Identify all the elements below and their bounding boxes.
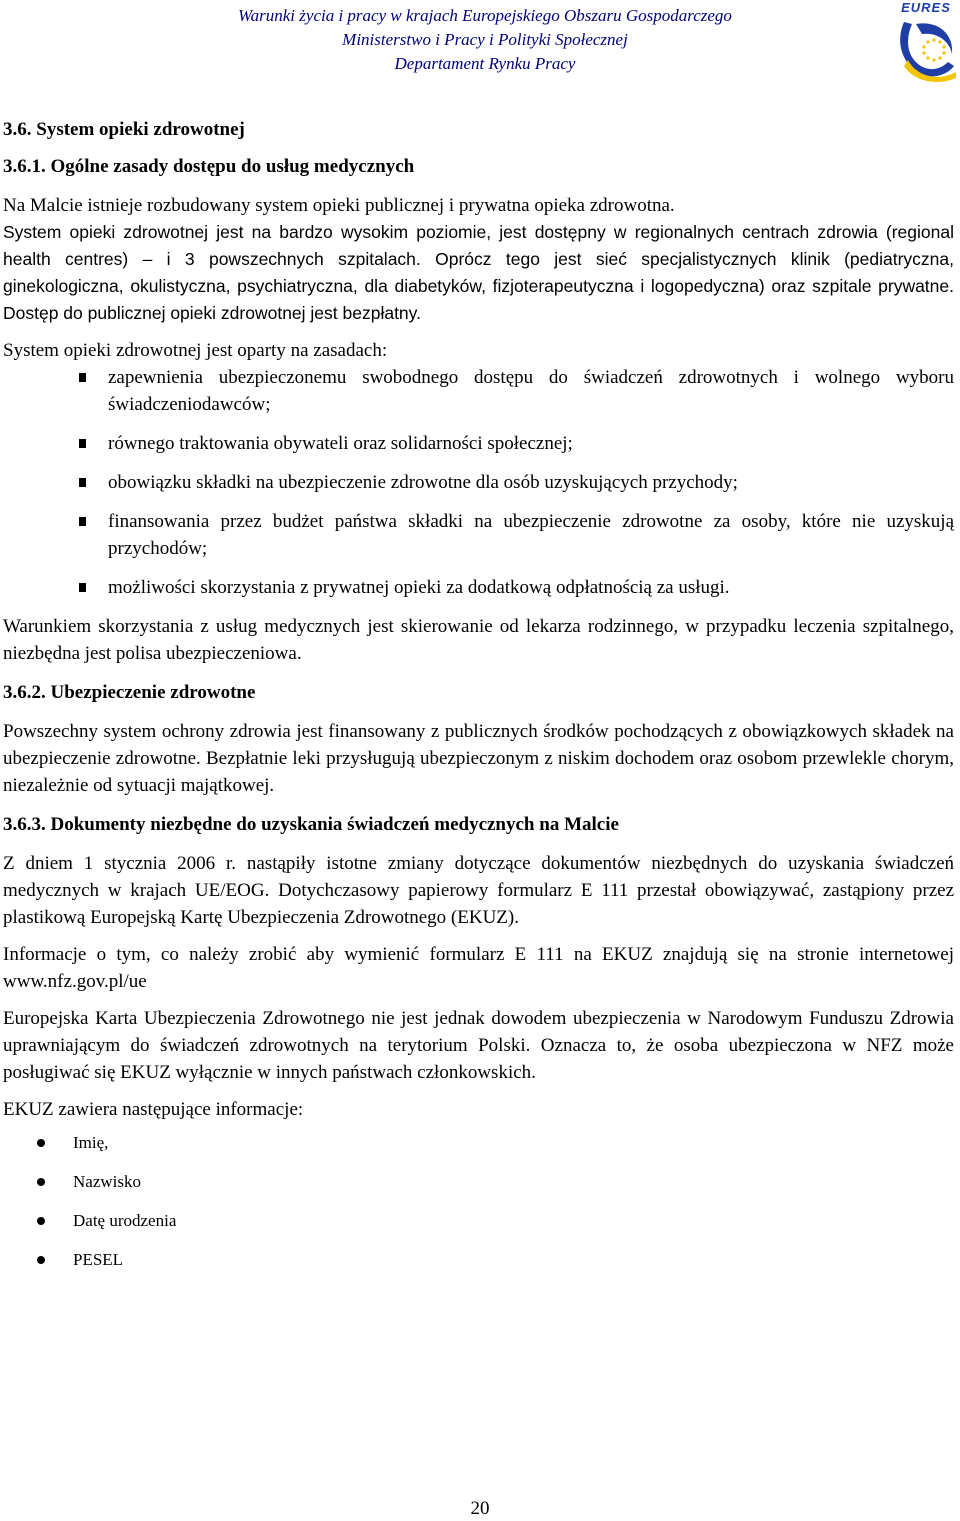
list-item: zapewnienia ubezpieczonemu swobodnego dostępu do świadczeń zdrowotnych i wolnego wyboru świadczeniodawców;	[3, 364, 954, 418]
header-line-3: Departament Rynku Pracy	[394, 54, 576, 73]
header-line-2: Ministerstwo i Pracy i Polityki Społecznej	[342, 30, 628, 49]
section-heading-3-6: 3.6. System opieki zdrowotnej	[3, 119, 245, 140]
list-item: Imię,	[3, 1123, 954, 1162]
list-item: finansowania przez budżet państwa składki na ubezpieczenie zdrowotne za osoby, które nie uzyskują przychodów;	[3, 508, 954, 562]
list-item: PESEL	[3, 1240, 954, 1279]
round-bullet-icon	[37, 1139, 45, 1147]
list-item: równego traktowania obywateli oraz solidarności społecznej;	[3, 430, 954, 457]
header-line-1: Warunki życia i pracy w krajach Europejskiego Obszaru Gospodarczego	[238, 6, 732, 25]
paragraph-ekuz-contents: EKUZ zawiera następujące informacje:	[3, 1099, 304, 1120]
paragraph-documents: Z dniem 1 stycznia 2006 r. nastąpiły istotne zmiany dotyczące dokumentów niezbędnych do uzyskania świadczeń medycznych w krajach UE/EOG. Dotychczasowy papierowy formularz E 111 przestał obowiązywać, zastąpiony przez plastikową Europejską Kartę Ubezpieczenia Zdrowotnego (EKUZ).	[3, 853, 954, 928]
page-header	[0, 0, 960, 80]
principles-list	[3, 364, 954, 601]
square-bullet-icon	[79, 517, 86, 526]
section-heading-3-6-1: 3.6.1. Ogólne zasady dostępu do usług medycznych	[3, 156, 415, 177]
paragraph-intro-a: Na Malcie istnieje rozbudowany system opieki publicznej i prywatna opieka zdrowotna.	[3, 195, 675, 216]
paragraph-ekuz-validity: Europejska Karta Ubezpieczenia Zdrowotnego nie jest jednak dowodem ubezpieczenia w Narodowym Funduszu Zdrowia uprawniającym do świadczeń zdrowotnych na terytorium Polski. Oznacza to, że osoba ubezpieczona w NFZ może posługiwać się EKUZ wyłącznie w innych państwach członkowskich.	[3, 1008, 954, 1083]
list-item: Nazwisko	[3, 1162, 954, 1201]
list-item: możliwości skorzystania z prywatnej opieki za dodatkową odpłatnością za usługi.	[3, 574, 954, 601]
section-heading-3-6-3: 3.6.3. Dokumenty niezbędne do uzyskania świadczeń medycznych na Malcie	[3, 814, 619, 835]
eures-logo-icon	[894, 0, 958, 84]
document-body	[3, 116, 954, 1279]
paragraph-referral: Warunkiem skorzystania z usług medycznych jest skierowanie od lekarza rodzinnego, w przypadku leczenia szpitalnego, niezbędna jest polisa ubezpieczeniowa.	[3, 616, 954, 664]
paragraph-intro-b: System opieki zdrowotnej jest na bardzo wysokim poziomie, jest dostępny w regionalnych centrach zdrowia (regional health centres) – i 3 powszechnych szpitalach. Oprócz tego jest sieć specjalistycznych klinik (pediatryczna, ginekologiczna, okulistyczna, psychiatryczna, dla diabetyków, fizjoterapeutyczna i logopedyczna) oraz szpitale prywatne. Dostęp do publicznej opieki zdrowotnej jest bezpłatny.	[3, 222, 954, 323]
paragraph-nfz-info: Informacje o tym, co należy zrobić aby wymienić formularz E 111 na EKUZ znajdują się na stronie internetowej www.nfz.gov.pl/ue	[3, 944, 954, 992]
section-heading-3-6-2: 3.6.2. Ubezpieczenie zdrowotne	[3, 682, 256, 703]
paragraph-insurance: Powszechny system ochrony zdrowia jest finansowany z publicznych środków pochodzących z obowiązkowych składek na ubezpieczenie zdrowotne. Bezpłatnie leki przysługują ubezpieczonym z niskim dochodem oraz osobom przewlekle chorym, niezależnie od sytuacji majątkowej.	[3, 721, 954, 796]
svg-text:EURES: EURES	[901, 0, 951, 15]
square-bullet-icon	[79, 478, 86, 487]
page-number: 20	[470, 1498, 490, 1519]
paragraph-principles-intro: System opieki zdrowotnej jest oparty na zasadach:	[3, 340, 388, 361]
round-bullet-icon	[37, 1256, 45, 1264]
list-item: Datę urodzenia	[3, 1201, 954, 1240]
list-item: obowiązku składki na ubezpieczenie zdrowotne dla osób uzyskujących przychody;	[3, 469, 954, 496]
ekuz-info-list	[3, 1123, 954, 1279]
header-text	[185, 4, 785, 76]
square-bullet-icon	[79, 439, 86, 448]
round-bullet-icon	[37, 1217, 45, 1225]
square-bullet-icon	[79, 373, 86, 382]
round-bullet-icon	[37, 1178, 45, 1186]
square-bullet-icon	[79, 583, 86, 592]
